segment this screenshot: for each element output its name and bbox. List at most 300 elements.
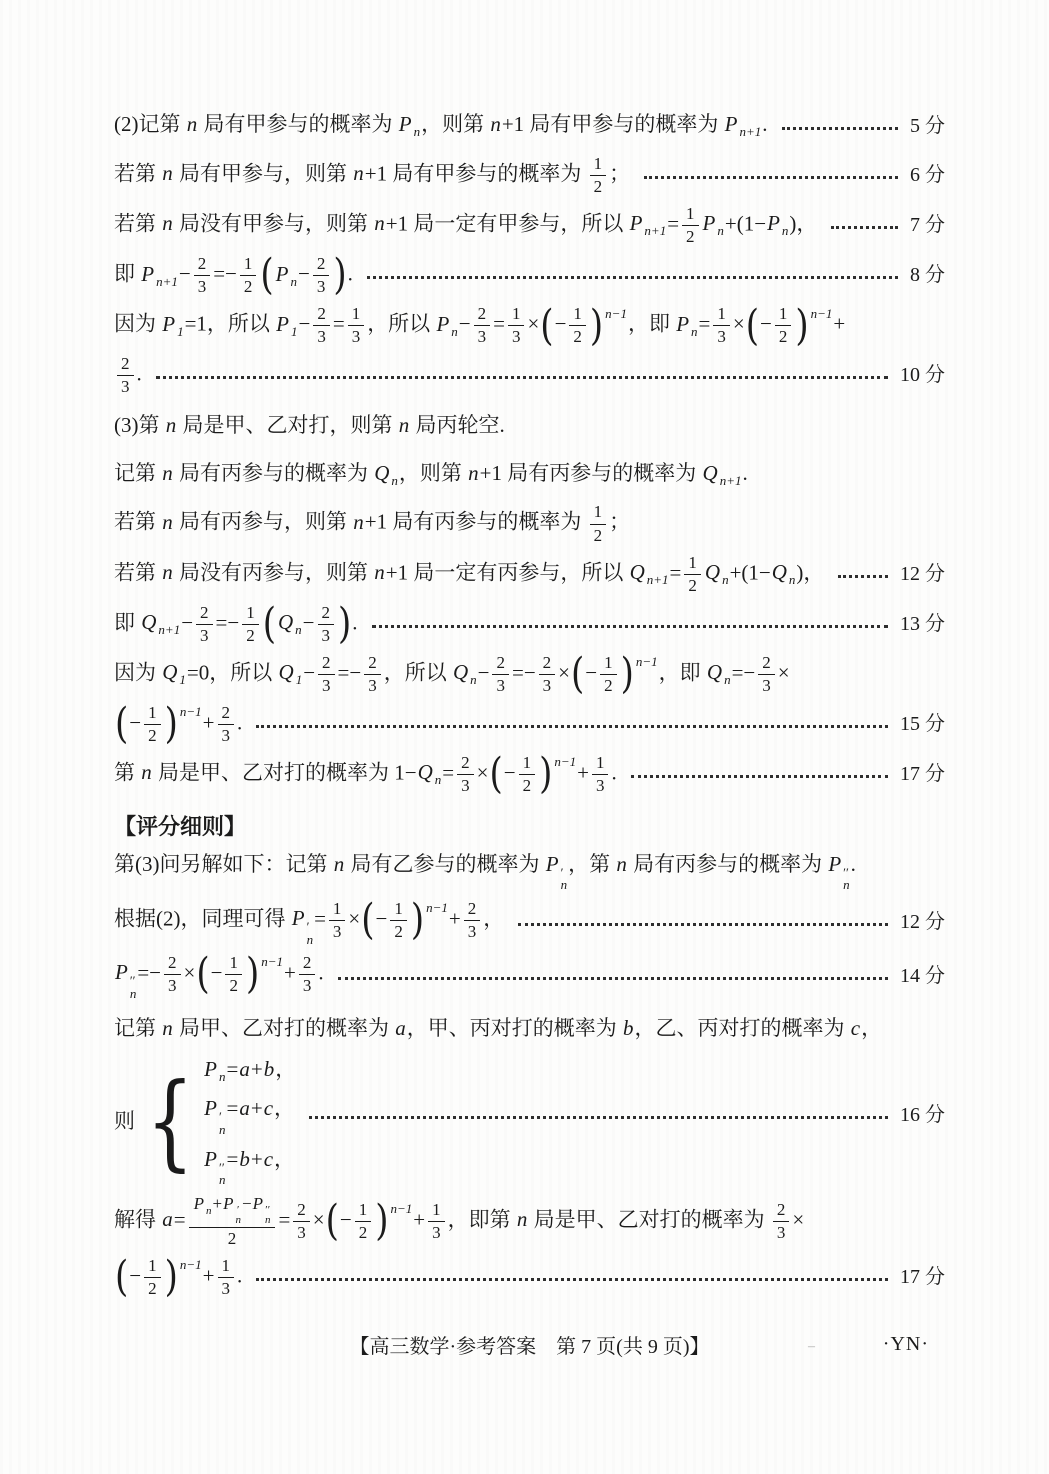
exponent-superscript: n−1 — [426, 900, 448, 916]
fraction-numerator: 1 — [329, 899, 346, 921]
prime-mark: ′ — [219, 1109, 222, 1125]
fraction-numerator: 1 — [682, 204, 699, 226]
math-variable: Q — [629, 559, 645, 584]
text-run: . — [762, 112, 768, 137]
text-run: = — [226, 1096, 239, 1121]
subscript: n+1 — [158, 622, 181, 638]
formula-content — [114, 598, 358, 649]
text-run: − — [210, 960, 223, 985]
math-variable: P — [204, 1096, 217, 1121]
text-run: − — [759, 311, 772, 336]
text-run: ，所以 — [367, 311, 436, 336]
text-run: − — [375, 906, 388, 931]
fraction-denominator: 3 — [200, 625, 209, 645]
fraction-denominator: 2 — [246, 625, 255, 645]
score-label: 16 分 — [900, 1104, 945, 1127]
fraction — [592, 753, 609, 796]
text-run: +1 局一定有丙参与，所以 — [385, 559, 629, 584]
system-row — [203, 1056, 945, 1085]
formula-line — [114, 453, 945, 495]
formula-content — [114, 749, 617, 800]
fraction-denominator: 3 — [317, 327, 326, 347]
text-run: ，所以 — [383, 660, 452, 685]
right-paren: ) — [164, 1251, 178, 1302]
math-variable: P — [204, 1057, 217, 1082]
subscript: n — [219, 1172, 226, 1188]
math-variable: n — [353, 161, 364, 186]
subscript: n — [413, 124, 421, 140]
text-run: − — [298, 311, 311, 336]
prime-mark: ′′ — [219, 1160, 225, 1176]
dotted-leader — [782, 127, 898, 130]
subscript: n — [434, 772, 442, 788]
fraction-numerator: 2 — [194, 254, 211, 276]
formula-content — [114, 699, 243, 750]
subscript: n — [843, 877, 850, 893]
fraction-denominator: 2 — [573, 327, 582, 347]
text-run: + — [577, 760, 589, 785]
prime-mark: ′′ — [265, 1203, 271, 1216]
fraction-numerator: 2 — [318, 653, 335, 675]
fraction-numerator: 1 — [519, 753, 536, 775]
math-variable: a — [395, 1016, 406, 1040]
text-run: +1 局有丙参与的概率为 — [364, 509, 587, 534]
math-variable: n — [398, 413, 410, 438]
dotted-leader — [831, 226, 898, 229]
formula-line — [114, 154, 945, 197]
formula-content — [114, 460, 748, 489]
score-label: 6 分 — [910, 164, 945, 187]
math-variable: c — [263, 1096, 274, 1121]
math-variable: b — [263, 1057, 275, 1082]
fraction-denominator: 3 — [461, 775, 470, 795]
fraction-denominator: 2 — [394, 922, 403, 942]
fraction-denominator: 3 — [332, 922, 342, 942]
subscript: n — [391, 472, 398, 488]
text-run: − — [339, 1207, 352, 1232]
text-run: 即 — [114, 610, 141, 635]
fraction — [117, 354, 134, 397]
sub-sup-stack — [306, 921, 315, 946]
formula-content — [114, 354, 142, 397]
text-run: 局丙轮空. — [410, 413, 505, 438]
fraction — [457, 753, 474, 796]
footer-caption: 【高三数学·参考答案 第 7 页(共 9 页)】 — [349, 1336, 710, 1359]
math-variable: Q — [702, 460, 718, 485]
fraction — [590, 154, 607, 197]
fraction-denominator: 2 — [358, 1222, 368, 1242]
text-run: = — [278, 1207, 291, 1232]
text-run: 局是甲、乙对打，则第 — [177, 413, 398, 438]
text-run: +1 局有甲参与的概率为 — [501, 112, 724, 137]
formula-content — [114, 895, 505, 947]
fraction-denominator: 3 — [467, 922, 477, 942]
formula-line — [114, 502, 945, 545]
text-run: = — [226, 1147, 239, 1172]
score-label: 15 分 — [900, 712, 945, 735]
left-paren: ( — [540, 300, 554, 351]
fraction-numerator: 2 — [492, 653, 509, 675]
text-run: − — [129, 710, 142, 735]
subscript: n — [451, 323, 458, 339]
text-run: 第 — [114, 760, 141, 785]
text-run: 记第 — [114, 1016, 162, 1040]
scan-artifact: – — [808, 1338, 815, 1354]
text-run: . — [347, 261, 353, 286]
fraction — [218, 1256, 235, 1299]
formula-line — [114, 250, 945, 301]
fraction — [293, 1200, 310, 1243]
text-run: 记第 — [114, 460, 162, 485]
formula-line — [114, 354, 945, 397]
fraction — [428, 1200, 445, 1243]
math-variable: n — [162, 161, 173, 186]
text-run: + — [250, 1096, 263, 1121]
text-run: . — [237, 1263, 243, 1288]
text-run: = — [698, 311, 711, 336]
text-run: = — [314, 906, 326, 931]
math-variable: n — [374, 211, 385, 236]
subscript: n+1 — [739, 124, 762, 140]
math-variable: n — [490, 112, 501, 137]
fraction-numerator: 1 — [144, 703, 161, 725]
text-run: − — [554, 311, 567, 336]
text-run: × — [183, 960, 196, 985]
score-label: 17 分 — [900, 1265, 945, 1288]
fraction-numerator: 2 — [464, 899, 481, 921]
score-label: 7 分 — [910, 214, 945, 237]
text-run: − — [181, 610, 194, 635]
math-variable: n — [353, 509, 364, 534]
math-variable: Q — [452, 660, 469, 685]
fraction-denominator: 2 — [148, 725, 157, 745]
fraction — [474, 304, 491, 347]
math-variable: n — [162, 1016, 173, 1040]
fraction-numerator: 2 — [457, 753, 474, 775]
exponent-superscript: n−1 — [390, 1201, 413, 1217]
math-variable: P — [223, 1193, 234, 1213]
fraction-numerator: 1 — [508, 304, 525, 326]
text-run: + — [250, 1057, 263, 1082]
right-paren: ) — [375, 1195, 389, 1246]
fraction-denominator: 3 — [197, 277, 207, 297]
fraction-numerator: 1 — [242, 603, 259, 625]
fraction-denominator — [224, 1228, 241, 1249]
text-run: (2)记第 — [114, 112, 186, 137]
formula-line — [114, 850, 945, 892]
fraction — [758, 653, 775, 696]
text-run: × — [792, 1207, 805, 1232]
fraction — [364, 653, 381, 696]
fraction — [492, 653, 509, 696]
subscript: n — [781, 223, 789, 239]
right-paren: ) — [589, 300, 604, 351]
text-run: 局没有甲参与，则第 — [173, 211, 374, 236]
math-variable: c — [263, 1147, 274, 1172]
text-run: 局有甲参与，则第 — [173, 161, 353, 186]
fraction-numerator: 1 — [590, 502, 607, 524]
exponent-superscript: n−1 — [179, 1257, 202, 1273]
formula-content — [203, 1146, 295, 1187]
subscript: n — [205, 1204, 212, 1217]
subscript: n — [470, 672, 477, 688]
subscript: 1 — [179, 672, 186, 688]
fraction-numerator: 1 — [600, 653, 617, 675]
left-paren: ( — [196, 949, 210, 1000]
fraction — [348, 304, 365, 347]
sub-sup-stack — [218, 1162, 227, 1187]
fraction-denominator: 2 — [688, 575, 697, 595]
prime-mark: ′′ — [843, 864, 849, 880]
fraction — [713, 304, 730, 347]
exponent-superscript: n−1 — [554, 754, 577, 770]
formula-content — [114, 250, 353, 301]
fraction-denominator: 3 — [368, 675, 377, 695]
fraction — [164, 953, 181, 996]
dotted-leader — [372, 625, 888, 628]
fraction-numerator: 2 — [474, 304, 491, 326]
right-paren: ) — [333, 250, 347, 301]
text-run: ； — [609, 509, 631, 534]
score-label: 13 分 — [900, 612, 945, 635]
score-label: 14 分 — [900, 965, 945, 988]
subscript: n — [219, 1121, 226, 1137]
math-variable: P — [115, 960, 128, 985]
fraction-numerator: 2 — [117, 354, 134, 376]
fraction-numerator: 2 — [539, 653, 556, 675]
fraction-denominator: 3 — [351, 327, 361, 347]
left-paren: ( — [745, 300, 759, 351]
fraction-denominator: 3 — [432, 1222, 441, 1242]
formula-content — [114, 154, 630, 197]
right-paren: ) — [164, 699, 178, 750]
math-variable: P — [676, 311, 690, 336]
text-run: 若第 — [114, 211, 162, 236]
subscript: n — [724, 672, 731, 688]
text-run: . — [352, 610, 358, 635]
fraction-numerator: 2 — [318, 603, 335, 625]
math-variable: b — [623, 1016, 634, 1040]
text-run: 则 — [114, 1109, 135, 1134]
math-variable: c — [850, 1016, 861, 1040]
text-run: =− — [337, 660, 362, 685]
formula-line — [114, 404, 945, 446]
math-variable: P — [291, 906, 305, 931]
text-run: + — [284, 960, 296, 985]
fraction-numerator: 1 — [428, 1200, 445, 1222]
text-run: 局有丙参与的概率为 — [173, 460, 374, 485]
text-run: × — [348, 906, 361, 931]
text-run: ，乙、丙对打的概率为 — [634, 1016, 850, 1040]
formula-content — [114, 111, 768, 140]
text-run: ， — [274, 1147, 296, 1172]
fraction-denominator: 3 — [302, 976, 312, 996]
text-run: =− — [215, 610, 240, 635]
formula-content — [114, 851, 856, 892]
text-run: = — [226, 1057, 239, 1082]
text-run: = — [667, 211, 680, 236]
left-paren: ( — [260, 250, 274, 301]
fraction-denominator: 3 — [477, 327, 487, 347]
text-run: + — [202, 710, 215, 735]
math-variable: Q — [771, 559, 787, 584]
text-run: + — [202, 1263, 215, 1288]
fraction — [144, 1256, 161, 1299]
sub-sup-stack — [218, 1111, 227, 1136]
text-run: 2 — [227, 1228, 237, 1248]
fraction-denominator: 3 — [221, 725, 230, 745]
fraction-numerator: 1 — [355, 1200, 372, 1222]
text-run: × — [732, 311, 745, 336]
fraction-denominator: 3 — [776, 1222, 786, 1242]
formula-content — [203, 1056, 296, 1085]
formula-content — [114, 502, 630, 545]
formula-line — [114, 300, 945, 351]
math-variable: Q — [162, 660, 178, 685]
text-run: + — [250, 1147, 263, 1172]
score-label: 12 分 — [900, 911, 945, 934]
fraction-denominator: 3 — [542, 675, 552, 695]
fraction-numerator: 1 — [684, 553, 701, 575]
left-paren: ( — [489, 749, 503, 800]
formula-content — [114, 1015, 882, 1041]
text-run: +(1− — [724, 211, 767, 236]
subscript: n+1 — [156, 273, 178, 289]
math-variable: a — [162, 1207, 173, 1232]
solution-lines-container — [114, 105, 945, 1302]
fraction-denominator: 2 — [148, 1278, 157, 1298]
text-run: × — [476, 760, 489, 785]
fraction — [144, 703, 161, 746]
formula-line — [114, 895, 945, 947]
dotted-leader — [367, 276, 898, 279]
math-variable: n — [333, 851, 345, 876]
fraction-numerator: 1 — [713, 304, 730, 326]
score-label: 17 分 — [900, 762, 945, 785]
page-footer — [114, 1325, 945, 1365]
math-variable: Q — [706, 660, 723, 685]
text-run: 第(3)问另解如下：记第 — [114, 851, 333, 876]
subscript: n — [219, 1069, 226, 1085]
subscript: n — [691, 323, 698, 339]
fraction — [508, 304, 525, 347]
right-paren: ) — [620, 648, 634, 699]
fraction — [590, 502, 607, 545]
text-run: 局是甲、乙对打的概率为 — [528, 1207, 770, 1232]
fraction-denominator: 3 — [316, 277, 326, 297]
text-run: − — [503, 760, 516, 785]
right-paren: ) — [410, 895, 425, 946]
score-label: 5 分 — [910, 114, 945, 137]
sub-sup-stack — [842, 864, 851, 893]
fraction-denominator: 2 — [243, 277, 253, 297]
math-variable: a — [239, 1096, 250, 1121]
text-run: − — [241, 1193, 252, 1213]
exponent-superscript: n−1 — [810, 305, 833, 321]
dotted-leader — [256, 725, 888, 728]
math-variable: P — [767, 211, 780, 236]
math-variable: P — [252, 1193, 263, 1213]
fraction-denominator: 3 — [595, 775, 605, 795]
math-variable: n — [186, 112, 198, 137]
math-variable: Q — [417, 760, 433, 785]
fraction-numerator: 2 — [299, 953, 316, 975]
text-run: − — [178, 261, 191, 286]
score-label: 8 分 — [910, 264, 945, 287]
math-variable: P — [162, 311, 176, 336]
fraction — [682, 204, 699, 247]
text-run: − — [458, 311, 471, 336]
fraction-numerator: 1 — [218, 1256, 235, 1278]
math-variable: P — [275, 261, 289, 286]
fraction — [464, 899, 481, 942]
fraction — [684, 553, 701, 596]
system-row — [203, 1095, 945, 1136]
text-run: =− — [213, 261, 237, 286]
dotted-leader — [631, 775, 888, 778]
math-variable: P — [193, 1193, 204, 1213]
right-paren: ) — [539, 749, 553, 800]
left-paren: ( — [325, 1195, 339, 1246]
subscript: n — [129, 985, 137, 1001]
formula-line — [114, 749, 945, 800]
math-variable: P — [629, 211, 643, 236]
text-run: × — [312, 1207, 325, 1232]
text-run: 因为 — [114, 660, 162, 685]
fraction-numerator: 2 — [313, 254, 330, 276]
exponent-superscript: n−1 — [605, 305, 627, 321]
formula-line — [114, 598, 945, 649]
subscript: n — [717, 223, 724, 239]
text-run: . — [742, 460, 748, 485]
fraction — [189, 1194, 276, 1249]
math-variable: P — [398, 112, 412, 137]
fraction — [390, 899, 407, 942]
text-run: 局是甲、乙对打的概率为 1− — [152, 760, 417, 785]
math-variable: n — [162, 509, 173, 534]
sub-sup-stack — [560, 864, 569, 893]
fraction-denominator: 3 — [762, 675, 771, 695]
fraction-numerator: 1 — [390, 899, 407, 921]
prime-mark: ′ — [237, 1203, 240, 1216]
text-run: − — [303, 660, 316, 685]
fraction-denominator: 2 — [229, 976, 238, 996]
fraction-denominator: 3 — [717, 327, 726, 347]
math-variable: n — [162, 460, 173, 485]
math-variable: b — [239, 1147, 250, 1172]
text-run: ，即 — [627, 311, 676, 336]
text-run: 局甲、乙对打的概率为 — [173, 1016, 395, 1040]
formula-content — [114, 1194, 804, 1249]
math-variable: Q — [141, 610, 157, 635]
text-run: +1 局有甲参与的概率为 — [364, 161, 587, 186]
math-variable: P — [828, 851, 842, 876]
math-variable: n — [374, 559, 385, 584]
fraction-numerator: 2 — [758, 653, 775, 675]
text-run: ，即第 — [447, 1207, 516, 1232]
prime-mark: ′ — [560, 864, 564, 880]
fraction-numerator: 1 — [775, 304, 792, 326]
fraction — [242, 603, 259, 646]
text-run: ； — [609, 161, 631, 186]
fraction — [569, 304, 586, 347]
text-run: 若第 — [114, 559, 162, 584]
subscript: 1 — [177, 323, 184, 339]
left-paren: ( — [115, 699, 129, 750]
subscript: n — [235, 1214, 241, 1227]
fraction-denominator: 2 — [604, 675, 613, 695]
subscript: n+1 — [646, 571, 669, 587]
